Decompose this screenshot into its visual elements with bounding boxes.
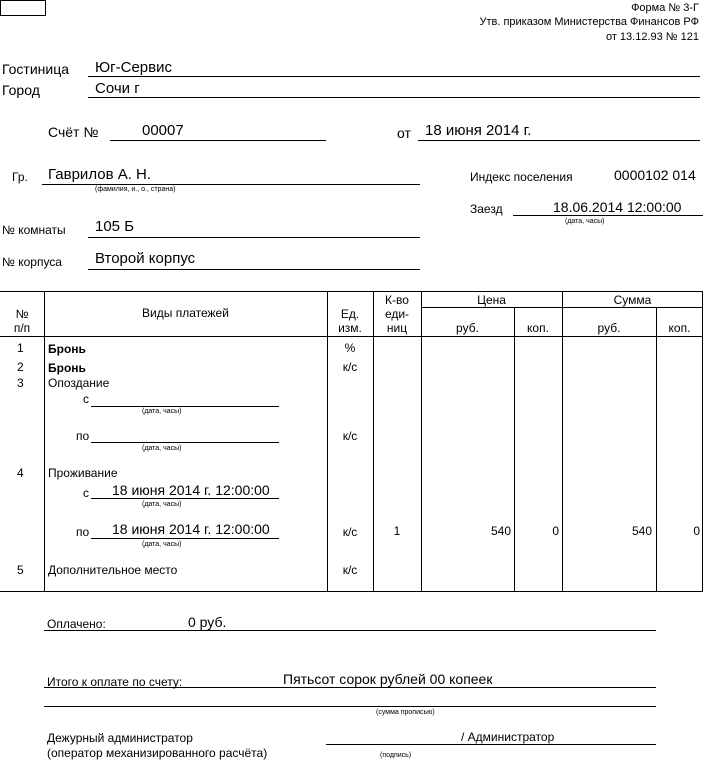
total-underline-1: [44, 687, 656, 688]
header-unit-b: изм.: [338, 321, 362, 335]
total-label: Итого к оплате по счету:: [47, 675, 183, 689]
header-sum-kop: коп.: [668, 321, 691, 335]
invoice-date-underline: [418, 140, 700, 141]
city-value: Сочи г: [95, 80, 140, 97]
row3-from-underline: [91, 406, 279, 407]
header-price-rub: руб.: [456, 321, 479, 335]
admin-label-1: Дежурный администратор: [47, 731, 193, 745]
paid-value: 0 руб.: [188, 614, 227, 630]
form-approval: Утв. приказом Министерства Финансов РФ: [479, 16, 699, 28]
header-price-kop: коп.: [527, 321, 549, 335]
hotel-underline: [88, 76, 700, 77]
row3-to-caption: (дата, часы): [142, 445, 182, 452]
header-sum-rub: руб.: [597, 321, 621, 335]
admin-label-2: (оператор механизированного расчёта): [47, 746, 268, 760]
hotel-value: Юг-Сервис: [95, 59, 172, 76]
row4-unit: к/с: [342, 525, 358, 539]
row5-num: 5: [17, 563, 24, 577]
header-num-b: п/п: [13, 321, 31, 335]
guest-underline: [42, 184, 420, 185]
col-line-6: [562, 291, 563, 591]
header-price: Цена: [477, 293, 506, 307]
row4-name: Проживание: [48, 466, 118, 480]
city-label: Город: [2, 82, 40, 98]
row4-price-kop: 0: [552, 524, 559, 538]
invoice-number-underline: [110, 140, 326, 141]
row3-from-label: с: [83, 392, 89, 406]
row1-name: Бронь: [48, 342, 86, 356]
table-bottom: [0, 591, 703, 592]
row4-to-label: по: [76, 525, 90, 539]
invoice-number: 00007: [142, 122, 184, 139]
arrival-caption: (дата, часы): [565, 218, 605, 225]
paid-underline: [44, 630, 656, 631]
row4-sum-rub: 540: [631, 524, 652, 538]
building-label: № корпуса: [2, 255, 62, 269]
col-line-4: [421, 291, 422, 591]
row4-price-rub: 540: [490, 524, 511, 538]
index-label: Индекс поселения: [470, 170, 573, 184]
invoice-date: 18 июня 2014 г.: [425, 122, 532, 139]
row1-unit: %: [344, 341, 356, 355]
header-qty-a: К-во: [385, 293, 409, 307]
paid-label: Оплачено:: [47, 617, 106, 631]
row3-from-caption: (дата, часы): [142, 408, 182, 415]
row2-unit: к/с: [342, 360, 358, 374]
row4-num: 4: [17, 466, 24, 480]
row4-to-value: 18 июня 2014 г. 12:00:00: [112, 521, 270, 537]
room-value: 105 Б: [95, 218, 135, 235]
col-line-8: [702, 291, 703, 591]
table-top: [0, 291, 703, 292]
invoice-date-label: от: [397, 125, 411, 141]
row5-name: Дополнительное место: [48, 563, 178, 577]
building-value: Второй корпус: [95, 250, 196, 267]
col-line-7: [656, 307, 657, 591]
row3-name: Опоздание: [48, 376, 110, 390]
row4-qty: 1: [393, 524, 401, 538]
row5-unit: к/с: [342, 563, 358, 577]
header-unit-a: Ед.: [340, 307, 360, 321]
row1-num: 1: [17, 341, 24, 355]
guest-name: Гаврилов А. Н.: [48, 166, 152, 183]
row2-name: Бронь: [48, 361, 86, 375]
row3-to-underline: [91, 442, 279, 443]
corner-box: [0, 0, 46, 16]
row4-sum-kop: 0: [693, 524, 700, 538]
row4-from-value: 18 июня 2014 г. 12:00:00: [112, 482, 270, 498]
index-value: 0000102 014: [614, 167, 696, 183]
arrival-value: 18.06.2014 12:00:00: [553, 199, 682, 215]
col-line-1: [44, 291, 45, 591]
row3-to-label: по: [76, 429, 90, 443]
building-underline: [88, 269, 420, 270]
row2-num: 2: [17, 360, 24, 374]
admin-value: / Администратор: [461, 730, 555, 744]
header-num-a: №: [15, 307, 29, 321]
room-underline: [88, 237, 420, 238]
header-qty-c: ниц: [386, 321, 408, 335]
header-payment-type: Виды платежей: [142, 306, 229, 320]
total-underline-2: [44, 706, 656, 707]
row4-to-underline: [91, 538, 279, 539]
row4-from-underline: [91, 498, 279, 499]
city-underline: [88, 97, 700, 98]
table-header-bottom: [0, 336, 703, 337]
admin-caption: (подпись): [380, 752, 412, 759]
arrival-label: Заезд: [470, 202, 503, 216]
guest-caption: (фамилия, и., о., страна): [95, 186, 176, 193]
hotel-label: Гостиница: [2, 61, 70, 77]
guest-label: Гр.: [12, 170, 28, 184]
col-line-3: [373, 291, 374, 591]
admin-underline: [326, 744, 656, 745]
form-number: Форма № 3-Г: [631, 2, 699, 14]
row3-num: 3: [17, 376, 24, 390]
header-sum: Сумма: [613, 293, 652, 307]
arrival-underline: [513, 215, 703, 216]
row4-to-caption: (дата, часы): [142, 541, 182, 548]
row4-from-caption: (дата, часы): [142, 501, 182, 508]
form-approval-date: от 13.12.93 № 121: [605, 31, 699, 43]
header-qty-b: еди-: [384, 307, 410, 321]
row4-from-label: с: [83, 486, 89, 500]
row3-unit: к/с: [342, 429, 358, 443]
room-label: № комнаты: [2, 223, 66, 237]
total-value: Пятьсот сорок рублей 00 копеек: [283, 671, 493, 687]
col-line-5: [514, 307, 515, 591]
total-caption: (сумма прописью): [376, 709, 435, 716]
invoice-label: Счёт №: [48, 124, 99, 140]
